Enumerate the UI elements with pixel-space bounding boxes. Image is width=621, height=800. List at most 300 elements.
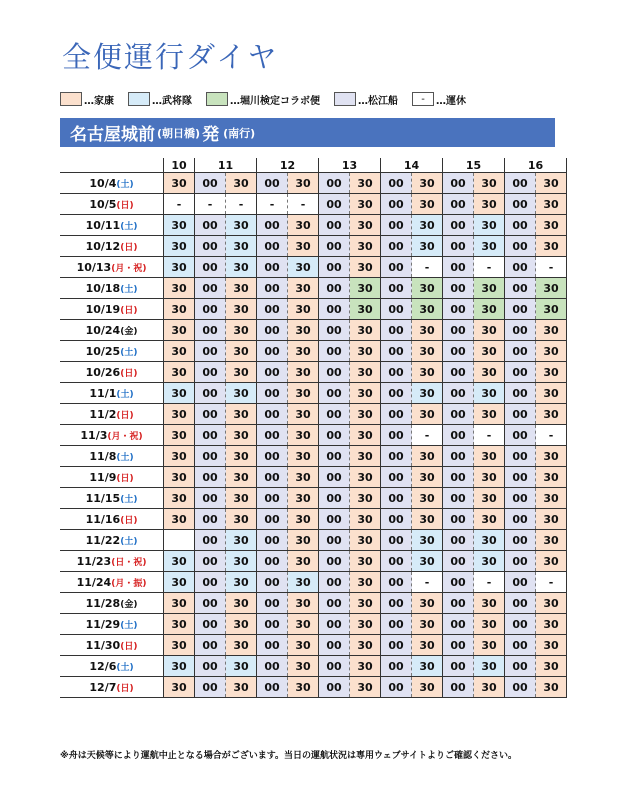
departure-cell: 00 bbox=[257, 656, 288, 677]
table-row bbox=[60, 530, 567, 551]
departure-cell: 30 bbox=[288, 656, 319, 677]
date-text: 10/18 bbox=[85, 281, 121, 295]
hour-header: 12 bbox=[257, 158, 319, 173]
departure-cell: 30 bbox=[412, 635, 443, 656]
table-row bbox=[60, 635, 567, 656]
table-row bbox=[60, 320, 567, 341]
departure-cell: 30 bbox=[164, 572, 195, 593]
table-row bbox=[60, 677, 567, 698]
legend-label: …武将隊 bbox=[152, 95, 192, 107]
table-row bbox=[60, 593, 567, 614]
departure-cell: 00 bbox=[195, 173, 226, 194]
departure-cell: 00 bbox=[257, 677, 288, 698]
departure-cell: 00 bbox=[443, 635, 474, 656]
departure-cell: 30 bbox=[536, 383, 567, 404]
departure-cell: 30 bbox=[226, 362, 257, 383]
departure-cell: 00 bbox=[195, 614, 226, 635]
departure-cell: 00 bbox=[381, 404, 412, 425]
table-row bbox=[60, 404, 567, 425]
departure-cell: 00 bbox=[257, 236, 288, 257]
departure-cell: 30 bbox=[350, 404, 381, 425]
footnote: ※舟は天候等により運航中止となる場合がございます。当日の運航状況は専用ウェブサイトよりご確認ください。 bbox=[60, 751, 518, 761]
departure-cell: 30 bbox=[412, 656, 443, 677]
departure-cell: 30 bbox=[226, 320, 257, 341]
departure-cell: 00 bbox=[443, 530, 474, 551]
departure-cell: 30 bbox=[164, 635, 195, 656]
departure-cell: 30 bbox=[474, 278, 505, 299]
weekday-text: (日) bbox=[116, 683, 134, 694]
departure-cell: 00 bbox=[381, 320, 412, 341]
departure-cell: 00 bbox=[195, 593, 226, 614]
departure-cell: 30 bbox=[536, 362, 567, 383]
date-cell bbox=[60, 425, 164, 446]
departure-cell: 30 bbox=[288, 236, 319, 257]
departure-cell: 30 bbox=[350, 362, 381, 383]
departure-cell: 00 bbox=[195, 320, 226, 341]
departure-cell: 30 bbox=[164, 299, 195, 320]
legend-item bbox=[334, 92, 398, 107]
legend bbox=[60, 90, 466, 108]
weekday-text: (月・祝) bbox=[111, 263, 147, 274]
departure-cell: 30 bbox=[350, 572, 381, 593]
departure-cell: 00 bbox=[443, 341, 474, 362]
departure-cell: 00 bbox=[257, 173, 288, 194]
departure-cell: 00 bbox=[257, 446, 288, 467]
departure-cell: 00 bbox=[381, 530, 412, 551]
departure-cell: 00 bbox=[381, 614, 412, 635]
departure-cell: 00 bbox=[381, 656, 412, 677]
departure-cell: 00 bbox=[381, 425, 412, 446]
departure-cell: 00 bbox=[505, 425, 536, 446]
weekday-text: (日) bbox=[116, 200, 134, 211]
departure-cell: 00 bbox=[381, 593, 412, 614]
departure-cell: 00 bbox=[505, 215, 536, 236]
departure-cell: 30 bbox=[288, 677, 319, 698]
departure-cell: 00 bbox=[195, 635, 226, 656]
departure-cell: 30 bbox=[288, 467, 319, 488]
departure-cell: 00 bbox=[443, 593, 474, 614]
departure-cell: 30 bbox=[226, 173, 257, 194]
departure-cell: 00 bbox=[195, 551, 226, 572]
date-text: 11/22 bbox=[85, 533, 121, 547]
departure-cell: 30 bbox=[350, 446, 381, 467]
table-row bbox=[60, 299, 567, 320]
departure-cell: 30 bbox=[288, 278, 319, 299]
date-cell bbox=[60, 341, 164, 362]
departure-cell: 30 bbox=[164, 236, 195, 257]
departure-cell: 00 bbox=[443, 236, 474, 257]
legend-swatch: - bbox=[412, 92, 434, 106]
departure-cell: 00 bbox=[319, 215, 350, 236]
departure-cell: 30 bbox=[226, 467, 257, 488]
departure-cell: 30 bbox=[350, 425, 381, 446]
departure-cell: 00 bbox=[195, 404, 226, 425]
date-text: 11/2 bbox=[89, 407, 117, 421]
departure-cell: 00 bbox=[505, 467, 536, 488]
departure-cell: 00 bbox=[319, 236, 350, 257]
departure-cell: 00 bbox=[505, 530, 536, 551]
departure-cell: 30 bbox=[474, 551, 505, 572]
departure-cell: - bbox=[412, 572, 443, 593]
departure-cell: 00 bbox=[505, 593, 536, 614]
departure-cell: 00 bbox=[257, 530, 288, 551]
date-text: 10/25 bbox=[85, 344, 121, 358]
departure-cell: 00 bbox=[505, 488, 536, 509]
table-row bbox=[60, 551, 567, 572]
departure-cell: 00 bbox=[319, 593, 350, 614]
departure-cell: 30 bbox=[226, 236, 257, 257]
departure-cell: 30 bbox=[164, 320, 195, 341]
date-text: 11/16 bbox=[85, 512, 121, 526]
departure-cell: 30 bbox=[164, 215, 195, 236]
departure-cell: 00 bbox=[381, 362, 412, 383]
departure-cell: 30 bbox=[412, 509, 443, 530]
departure-cell: 00 bbox=[195, 425, 226, 446]
departure-cell: 30 bbox=[350, 383, 381, 404]
departure-cell: 30 bbox=[412, 194, 443, 215]
legend-swatch bbox=[128, 92, 150, 106]
table-row bbox=[60, 341, 567, 362]
departure-cell: 00 bbox=[319, 530, 350, 551]
weekday-text: (土) bbox=[116, 662, 134, 673]
date-text: 11/24 bbox=[76, 575, 112, 589]
departure-cell: 00 bbox=[505, 341, 536, 362]
weekday-text: (土) bbox=[116, 452, 134, 463]
hour-header: 10 bbox=[164, 158, 195, 173]
departure-cell: - bbox=[474, 572, 505, 593]
weekday-text: (土) bbox=[120, 221, 138, 232]
departure-cell: 30 bbox=[412, 341, 443, 362]
departure-cell: - bbox=[536, 257, 567, 278]
departure-cell: 00 bbox=[195, 236, 226, 257]
weekday-text: (土) bbox=[116, 389, 134, 400]
departure-cell: 00 bbox=[505, 404, 536, 425]
table-row bbox=[60, 509, 567, 530]
legend-swatch bbox=[334, 92, 356, 106]
legend-label: …運休 bbox=[436, 95, 466, 107]
departure-cell: 00 bbox=[505, 551, 536, 572]
legend-swatch bbox=[206, 92, 228, 106]
departure-cell: 30 bbox=[474, 530, 505, 551]
departure-cell: 30 bbox=[226, 614, 257, 635]
date-cell bbox=[60, 467, 164, 488]
weekday-text: (月・祝) bbox=[107, 431, 143, 442]
departure-cell: 00 bbox=[505, 509, 536, 530]
legend-label: …堀川検定コラボ便 bbox=[230, 95, 320, 107]
departure-cell: 00 bbox=[505, 656, 536, 677]
table-row bbox=[60, 572, 567, 593]
departure-cell: 30 bbox=[412, 488, 443, 509]
departure-cell: 30 bbox=[536, 173, 567, 194]
departure-cell: 30 bbox=[164, 593, 195, 614]
departure-cell: 00 bbox=[443, 446, 474, 467]
date-cell bbox=[60, 614, 164, 635]
date-cell bbox=[60, 194, 164, 215]
table-row bbox=[60, 383, 567, 404]
departure-cell: 00 bbox=[381, 509, 412, 530]
departure-cell: 00 bbox=[505, 446, 536, 467]
departure-cell: 30 bbox=[536, 656, 567, 677]
date-cell bbox=[60, 635, 164, 656]
departure-cell: 00 bbox=[257, 614, 288, 635]
departure-cell: 30 bbox=[164, 404, 195, 425]
departure-cell: 30 bbox=[226, 383, 257, 404]
departure-cell: - bbox=[412, 257, 443, 278]
departure-cell: 30 bbox=[288, 362, 319, 383]
date-text: 11/8 bbox=[89, 449, 117, 463]
date-cell bbox=[60, 173, 164, 194]
departure-cell: 00 bbox=[381, 488, 412, 509]
weekday-text: (金) bbox=[120, 599, 138, 610]
departure-cell: 30 bbox=[536, 530, 567, 551]
departure-cell: 00 bbox=[195, 299, 226, 320]
departure-cell: 00 bbox=[381, 677, 412, 698]
date-text: 11/3 bbox=[80, 428, 108, 442]
departure-cell: 30 bbox=[474, 467, 505, 488]
departure-cell: 30 bbox=[412, 215, 443, 236]
departure-cell: 00 bbox=[319, 509, 350, 530]
departure-cell: 30 bbox=[226, 299, 257, 320]
departure-cell: 00 bbox=[443, 404, 474, 425]
date-cell bbox=[60, 572, 164, 593]
departure-cell: 30 bbox=[412, 278, 443, 299]
date-text: 10/12 bbox=[85, 239, 121, 253]
departure-cell: 00 bbox=[319, 404, 350, 425]
departure-cell: 00 bbox=[195, 572, 226, 593]
table-row bbox=[60, 362, 567, 383]
departure-cell: 00 bbox=[195, 509, 226, 530]
departure-cell: 00 bbox=[381, 194, 412, 215]
departure-cell: 30 bbox=[350, 530, 381, 551]
departure-cell: 00 bbox=[443, 425, 474, 446]
date-cell bbox=[60, 257, 164, 278]
hour-header-row bbox=[60, 158, 567, 173]
departure-cell: 30 bbox=[226, 215, 257, 236]
header-corner bbox=[60, 158, 164, 173]
departure-cell: 30 bbox=[350, 656, 381, 677]
departure-cell: 30 bbox=[474, 404, 505, 425]
departure-cell: - bbox=[474, 425, 505, 446]
departure-cell: 30 bbox=[226, 446, 257, 467]
route-banner bbox=[60, 118, 555, 147]
departure-cell: 30 bbox=[412, 320, 443, 341]
departure-cell: 00 bbox=[505, 236, 536, 257]
departure-cell: 30 bbox=[412, 593, 443, 614]
departure-cell: 30 bbox=[164, 257, 195, 278]
departure-cell: 30 bbox=[288, 173, 319, 194]
date-cell bbox=[60, 215, 164, 236]
departure-cell: 30 bbox=[288, 341, 319, 362]
departure-cell: 30 bbox=[288, 383, 319, 404]
weekday-text: (日) bbox=[120, 515, 138, 526]
departure-cell: 30 bbox=[226, 509, 257, 530]
departure-cell: 30 bbox=[536, 236, 567, 257]
departure-cell: 30 bbox=[536, 635, 567, 656]
departure-cell: 30 bbox=[350, 320, 381, 341]
departure-cell: 30 bbox=[350, 593, 381, 614]
departure-cell: 30 bbox=[536, 215, 567, 236]
departure-cell: 00 bbox=[443, 383, 474, 404]
departure-cell: 30 bbox=[412, 236, 443, 257]
departure-cell: 00 bbox=[381, 173, 412, 194]
departure-cell: 00 bbox=[505, 362, 536, 383]
departure-cell: 30 bbox=[412, 173, 443, 194]
departure-cell: 30 bbox=[412, 530, 443, 551]
departure-cell: 30 bbox=[474, 677, 505, 698]
weekday-text: (日・祝) bbox=[111, 557, 147, 568]
date-text: 10/4 bbox=[89, 176, 117, 190]
departure-cell: 00 bbox=[257, 341, 288, 362]
departure-cell: 00 bbox=[381, 257, 412, 278]
departure-cell: 00 bbox=[257, 320, 288, 341]
departure-cell: 00 bbox=[443, 173, 474, 194]
departure-cell: 30 bbox=[288, 488, 319, 509]
legend-label: …松江船 bbox=[358, 95, 398, 107]
date-text: 11/29 bbox=[85, 617, 121, 631]
legend-item bbox=[128, 92, 192, 107]
departure-cell: 30 bbox=[412, 467, 443, 488]
departure-cell: 30 bbox=[226, 278, 257, 299]
departure-cell: 30 bbox=[288, 635, 319, 656]
departure-cell: 30 bbox=[350, 194, 381, 215]
departure-cell: 30 bbox=[164, 677, 195, 698]
departure-cell: 00 bbox=[505, 383, 536, 404]
weekday-text: (土) bbox=[120, 284, 138, 295]
departure-cell: 30 bbox=[350, 635, 381, 656]
departure-cell: 00 bbox=[505, 320, 536, 341]
departure-cell: 30 bbox=[164, 467, 195, 488]
departure-cell: 30 bbox=[226, 551, 257, 572]
table-row bbox=[60, 257, 567, 278]
date-text: 12/7 bbox=[89, 680, 117, 694]
departure-cell: 30 bbox=[350, 215, 381, 236]
direction-label: (南行) bbox=[223, 126, 256, 140]
departure-cell: 00 bbox=[381, 383, 412, 404]
departure-cell: 30 bbox=[288, 446, 319, 467]
date-text: 11/28 bbox=[85, 596, 121, 610]
departure-cell: - bbox=[257, 194, 288, 215]
departure-cell: 30 bbox=[164, 383, 195, 404]
departure-cell: 30 bbox=[536, 677, 567, 698]
departure-cell: - bbox=[164, 194, 195, 215]
date-text: 11/1 bbox=[89, 386, 117, 400]
departure-cell: 30 bbox=[288, 299, 319, 320]
departure-cell: 00 bbox=[319, 635, 350, 656]
departure-cell: 00 bbox=[381, 215, 412, 236]
departure-cell: 30 bbox=[288, 404, 319, 425]
weekday-text: (土) bbox=[120, 620, 138, 631]
departure-cell: 00 bbox=[443, 278, 474, 299]
date-cell bbox=[60, 320, 164, 341]
table-row bbox=[60, 236, 567, 257]
departure-cell: 30 bbox=[536, 467, 567, 488]
date-cell bbox=[60, 656, 164, 677]
departure-cell: 00 bbox=[319, 299, 350, 320]
departure-cell: - bbox=[536, 425, 567, 446]
departure-cell: 30 bbox=[350, 299, 381, 320]
departure-cell: 30 bbox=[474, 635, 505, 656]
departure-cell: 30 bbox=[164, 509, 195, 530]
hour-header: 16 bbox=[505, 158, 567, 173]
departure-cell: 00 bbox=[257, 593, 288, 614]
departure-cell: 30 bbox=[350, 551, 381, 572]
weekday-text: (金) bbox=[120, 326, 138, 337]
departure-cell: 30 bbox=[474, 383, 505, 404]
departure-cell: 00 bbox=[381, 341, 412, 362]
table-row bbox=[60, 425, 567, 446]
departure-cell: 00 bbox=[443, 551, 474, 572]
hour-header: 14 bbox=[381, 158, 443, 173]
departure-cell: 00 bbox=[381, 635, 412, 656]
departure-cell: 30 bbox=[474, 488, 505, 509]
departure-cell: 00 bbox=[505, 677, 536, 698]
hour-header: 13 bbox=[319, 158, 381, 173]
departure-cell: 00 bbox=[319, 194, 350, 215]
departure-cell: 30 bbox=[164, 488, 195, 509]
departure-cell: 30 bbox=[164, 446, 195, 467]
departure-cell: 30 bbox=[226, 593, 257, 614]
departure-cell: 30 bbox=[226, 656, 257, 677]
table-row bbox=[60, 278, 567, 299]
weekday-text: (土) bbox=[120, 536, 138, 547]
weekday-text: (日) bbox=[120, 641, 138, 652]
departure-cell: 30 bbox=[164, 551, 195, 572]
departure-cell: 30 bbox=[226, 341, 257, 362]
departure-cell: 30 bbox=[288, 572, 319, 593]
departure-cell: 30 bbox=[350, 173, 381, 194]
departure-cell: 00 bbox=[319, 278, 350, 299]
departure-cell: 00 bbox=[443, 320, 474, 341]
table-row bbox=[60, 488, 567, 509]
departure-cell: 30 bbox=[474, 299, 505, 320]
weekday-text: (月・振) bbox=[111, 578, 147, 589]
departure-cell: 00 bbox=[257, 383, 288, 404]
page-title: 全便運行ダイヤ bbox=[62, 40, 279, 74]
departure-cell: 00 bbox=[195, 446, 226, 467]
weekday-text: (日) bbox=[120, 368, 138, 379]
departure-cell: 00 bbox=[257, 299, 288, 320]
departure-cell: 30 bbox=[288, 509, 319, 530]
date-text: 12/6 bbox=[89, 659, 117, 673]
weekday-text: (土) bbox=[120, 494, 138, 505]
departure-cell: 00 bbox=[319, 173, 350, 194]
departure-cell: 30 bbox=[536, 593, 567, 614]
departure-cell: 30 bbox=[536, 341, 567, 362]
departure-cell: 00 bbox=[443, 509, 474, 530]
table-row bbox=[60, 194, 567, 215]
departure-cell: 00 bbox=[195, 656, 226, 677]
departure-cell: 30 bbox=[474, 593, 505, 614]
date-text: 10/5 bbox=[89, 197, 117, 211]
date-text: 11/30 bbox=[85, 638, 121, 652]
departure-cell: 30 bbox=[164, 656, 195, 677]
departure-cell: 00 bbox=[319, 320, 350, 341]
legend-item bbox=[206, 92, 320, 107]
table-row bbox=[60, 215, 567, 236]
departure-cell: 00 bbox=[443, 215, 474, 236]
departure-cell: 30 bbox=[412, 446, 443, 467]
date-text: 10/24 bbox=[85, 323, 121, 337]
departure-cell: 30 bbox=[350, 467, 381, 488]
departure-cell: 30 bbox=[536, 404, 567, 425]
timetable bbox=[60, 158, 567, 698]
departure-cell: 30 bbox=[226, 425, 257, 446]
departure-cell: 00 bbox=[319, 677, 350, 698]
departure-cell: 30 bbox=[536, 320, 567, 341]
departure-cell: 00 bbox=[443, 362, 474, 383]
departure-cell: 00 bbox=[319, 383, 350, 404]
departure-cell: 00 bbox=[319, 257, 350, 278]
